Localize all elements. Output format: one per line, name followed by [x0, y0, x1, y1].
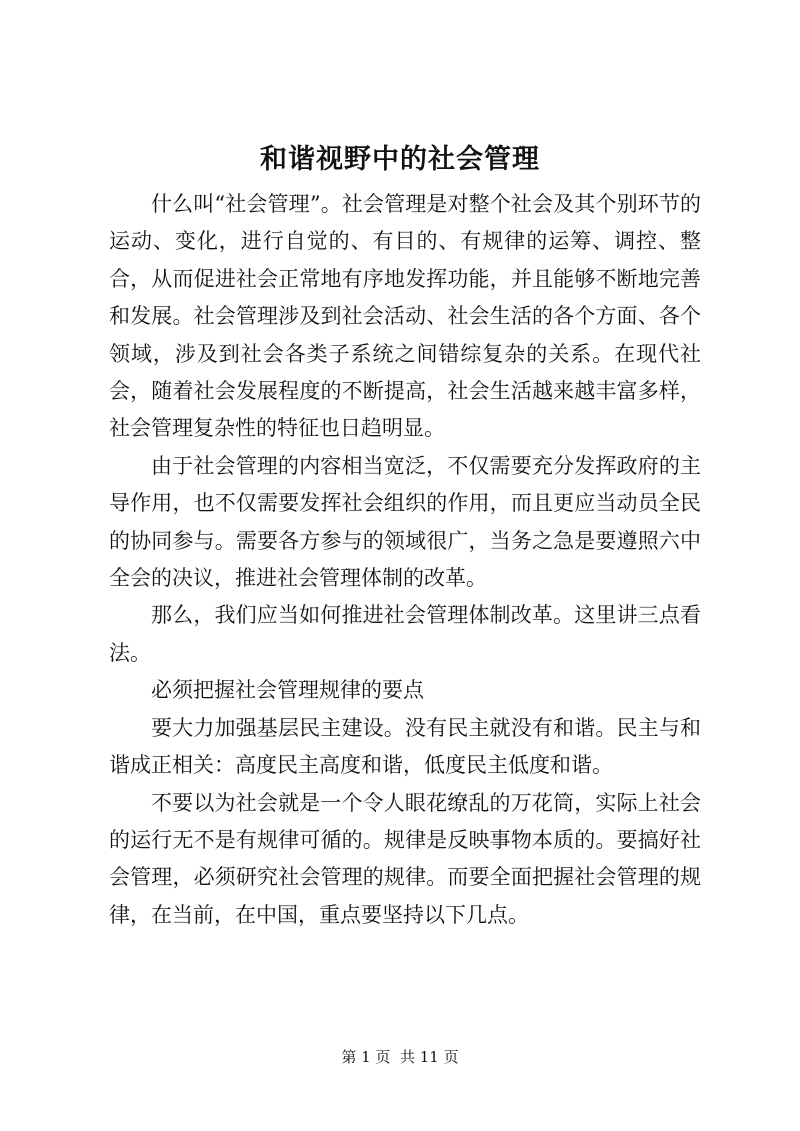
paragraph-democracy: 要大力加强基层民主建设。没有民主就没有和谐。民主与和谐成正相关：高度民主高度和谐，低度民主低度和谐。 [109, 715, 701, 778]
paragraph-rules: 不要以为社会就是一个令人眼花缭乱的万花筒，实际上社会的运行无不是有规律可循的。规律是反映事物本质的。要搞好社会管理，必须研究社会管理的规律。而要全面把握社会管理的规律，在当前，在中国，重点要坚持以下几点。 [109, 790, 701, 927]
page-footer [0, 1046, 800, 1068]
paragraph-question: 那么，我们应当如何推进社会管理体制改革。这里讲三点看法。 [109, 603, 701, 665]
paragraph-scope: 由于社会管理的内容相当宽泛，不仅需要充分发挥政府的主导作用，也不仅需要发挥社会组织的作用，而且更应当动员全民的协同参与。需要各方参与的领域很广，当务之急是要遵照六中全会的决议，推进社会管理体制的改革。 [109, 453, 701, 591]
page-number: 第 1 页 共 11 页 [341, 1048, 459, 1066]
document-title: 和谐视野中的社会管理 [260, 144, 540, 175]
paragraph-definition: 什么叫“社会管理”。社会管理是对整个社会及其个别环节的运动、变化，进行自觉的、有目的、有规律的运筹、调控、整合，从而促进社会正常地有序地发挥功能，并且能够不断地完善和发展。社会管理涉及到社会活动、社会生活的各个方面、各个领域，涉及到社会各类子系统之间错综复杂的关系。在现代社会，随着社会发展程度的不断提高，社会生活越来越丰富多样，社会管理复杂性的特征也日趋明显。 [109, 192, 701, 441]
document-body [109, 186, 701, 934]
section-heading: 必须把握社会管理规律的要点 [151, 678, 424, 703]
